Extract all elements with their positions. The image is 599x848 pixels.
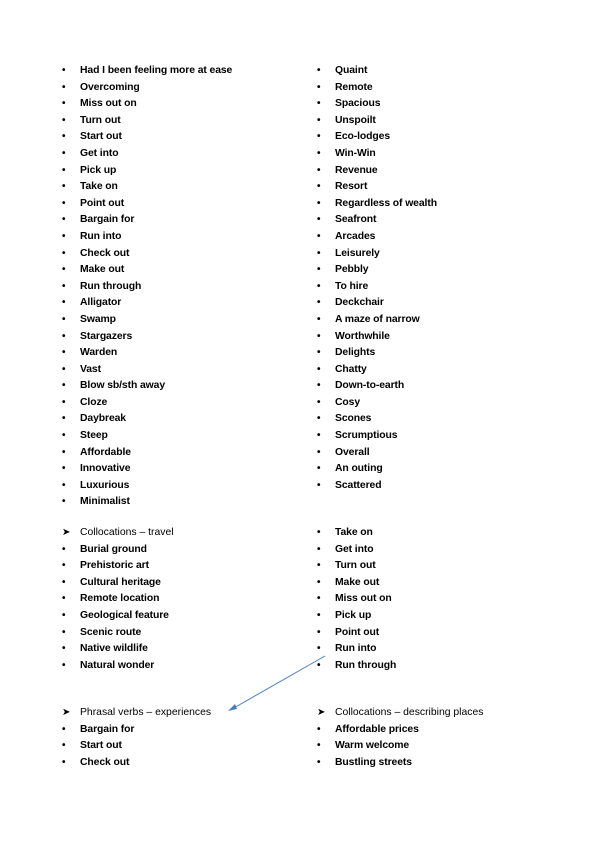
list-item: • Miss out on [62, 96, 232, 113]
list-item: • Take on [62, 179, 232, 196]
list-item: • Minimalist [62, 494, 232, 511]
list-item: • Turn out [317, 558, 396, 575]
list-item: • Cloze [62, 395, 232, 412]
list-item: • Innovative [62, 461, 232, 478]
list-item: • Win-Win [317, 146, 437, 163]
list-item: • Geological feature [62, 608, 169, 625]
list-item: • Run into [317, 641, 396, 658]
list-item: • Seafront [317, 212, 437, 229]
list-item: • Alligator [62, 295, 232, 312]
list-item: • Warm welcome [317, 738, 419, 755]
list-item: • Worthwhile [317, 329, 437, 346]
list-item: • Delights [317, 345, 437, 362]
list-item: • Leisurely [317, 246, 437, 263]
list-item: • Revenue [317, 163, 437, 180]
list-item: • Cosy [317, 395, 437, 412]
list-item: • Pick up [62, 163, 232, 180]
list-item: • A maze of narrow [317, 312, 437, 329]
list-item: • Bargain for [62, 212, 232, 229]
list-item: • Scones [317, 411, 437, 428]
list-item: • Run through [62, 279, 232, 296]
list-item: • Point out [62, 196, 232, 213]
list-item: • Miss out on [317, 591, 396, 608]
list-item: • Down-to-earth [317, 378, 437, 395]
list-item: • Regardless of wealth [317, 196, 437, 213]
list-item: • Had I been feeling more at ease [62, 63, 232, 80]
list-item: • Make out [62, 262, 232, 279]
list-item: • Run through [317, 658, 396, 675]
list-item: • Warden [62, 345, 232, 362]
list-item: • Vast [62, 362, 232, 379]
list-item: • Start out [62, 738, 134, 755]
list-item: • Prehistoric art [62, 558, 169, 575]
list-item: • Make out [317, 575, 396, 592]
list-item: • Natural wonder [62, 658, 169, 675]
list-item: • An outing [317, 461, 437, 478]
list-item: • Affordable prices [317, 722, 419, 739]
list-item: • Chatty [317, 362, 437, 379]
list-item: • Run into [62, 229, 232, 246]
experiences-heading-text: Phrasal verbs – experiences [80, 707, 212, 718]
list-item: • Deckchair [317, 295, 437, 312]
arrowhead-bullet-icon: ➤ [317, 707, 326, 718]
list-item: • Pebbly [317, 262, 437, 279]
places-heading-text: Collocations – describing places [335, 707, 484, 718]
list-item: • Blow sb/sth away [62, 378, 232, 395]
list-item: • Scrumptious [317, 428, 437, 445]
list-item: • To hire [317, 279, 437, 296]
arrowhead-bullet-icon: ➤ [62, 527, 71, 538]
list-item: • Get into [317, 542, 396, 559]
list-item: • Turn out [62, 113, 232, 130]
list-item: • Pick up [317, 608, 396, 625]
list-item: • Luxurious [62, 478, 232, 495]
list-item: • Burial ground [62, 542, 169, 559]
list-item: • Remote [317, 80, 437, 97]
list-item: • Check out [62, 246, 232, 263]
list-item: • Bustling streets [317, 755, 419, 772]
list-item: • Take on [317, 525, 396, 542]
list-item: • Eco-lodges [317, 129, 437, 146]
list-item: • Affordable [62, 445, 232, 462]
list-item: • Start out [62, 129, 232, 146]
list-item: • Scattered [317, 478, 437, 495]
list-item: • Swamp [62, 312, 232, 329]
list-item: • Get into [62, 146, 232, 163]
list-item: • Daybreak [62, 411, 232, 428]
list-item: • Scenic route [62, 625, 169, 642]
list-item: • Bargain for [62, 722, 134, 739]
list-item: • Cultural heritage [62, 575, 169, 592]
list-item: • Unspoilt [317, 113, 437, 130]
list-item: • Resort [317, 179, 437, 196]
list-item: • Native wildlife [62, 641, 169, 658]
list-item: • Stargazers [62, 329, 232, 346]
list-item: • Remote location [62, 591, 169, 608]
list-item: • Quaint [317, 63, 437, 80]
list-item: • Point out [317, 625, 396, 642]
list-item: • Overcoming [62, 80, 232, 97]
list-item: • Steep [62, 428, 232, 445]
list-item: • Check out [62, 755, 134, 772]
list-item: • Spacious [317, 96, 437, 113]
arrowhead-bullet-icon: ➤ [62, 707, 71, 718]
list-item: • Arcades [317, 229, 437, 246]
list-item: • Overall [317, 445, 437, 462]
travel-heading-text: Collocations – travel [80, 527, 174, 538]
